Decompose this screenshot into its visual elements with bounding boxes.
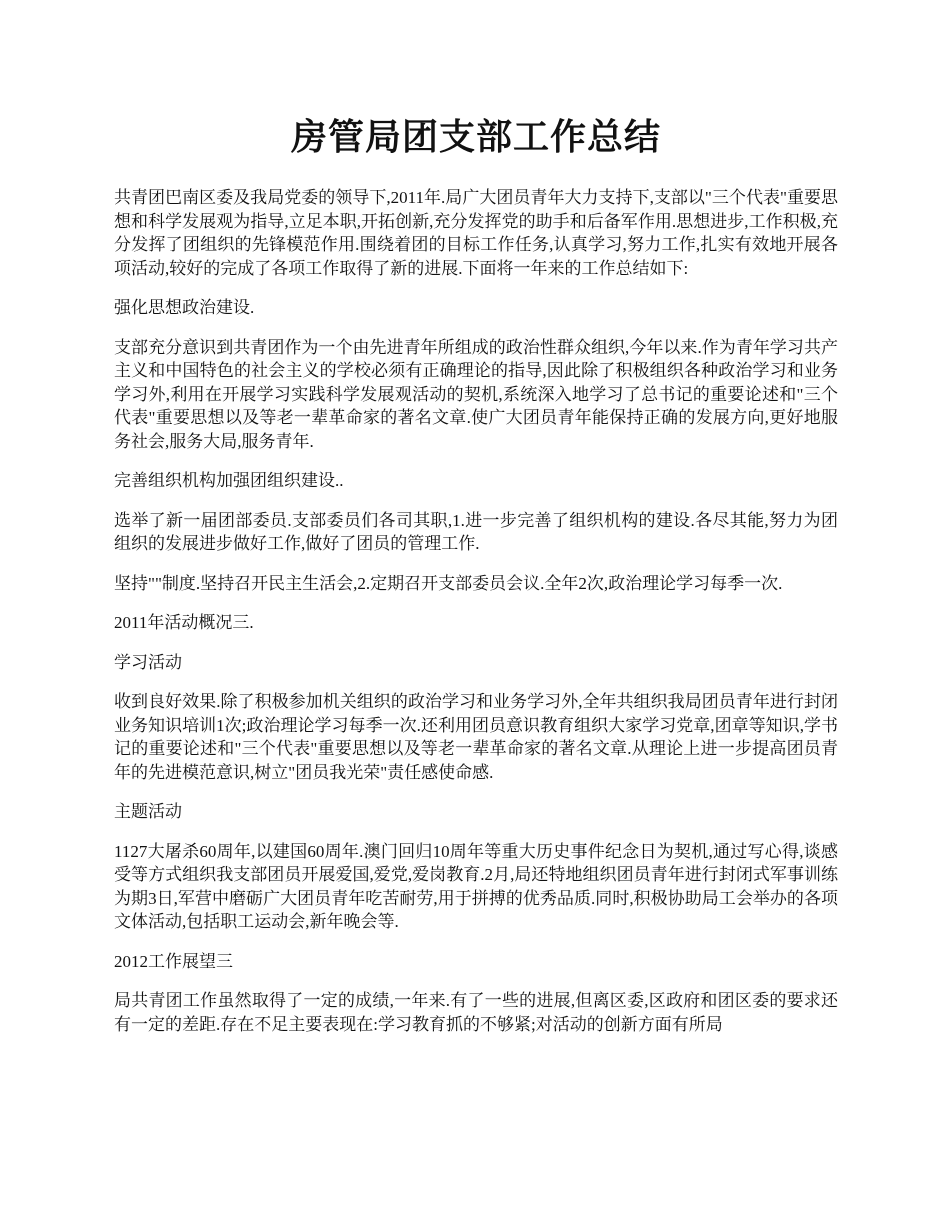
paragraph-theme-activities: 1127大屠杀60周年,以建国60周年.澳门回归10周年等重大历史事件纪念日为契机,通过写心得,谈感受等方式组织我支部团员开展爱国,爱党,爱岗教育.2月,局还特地组织团员青年进行封闭式军事训练为期3日,军营中磨砺广大团员青年吃苦耐劳,用于拼搏的优秀品质.同时,积极协助局工会举办的各项文体活动,包括职工运动会,新年晚会等. — [114, 841, 838, 931]
paragraph-organization-1: 选举了新一届团部委员.支部委员们各司其职,1.进一步完善了组织机构的建设.各尽其能,努力为团组织的发展进步做好工作,做好了团员的管理工作. — [114, 510, 838, 553]
document-page — [114, 110, 838, 1052]
paragraph-outlook-2012: 局共青团工作虽然取得了一定的成绩,一年来.有了一些的进展,但离区委,区政府和团区委的要求还有一定的差距.存在不足主要表现在:学习教育抓的不够紧;对活动的创新方面有所局 — [114, 991, 838, 1034]
section-heading-activities-2011: 2011年活动概况三. — [114, 613, 254, 632]
subheading-study-activities: 学习活动 — [114, 652, 182, 672]
paragraph-organization-2: 坚持""制度.坚持召开民主生活会,2.定期召开支部委员会议.全年2次,政治理论学习每季一次. — [114, 573, 783, 593]
paragraph-study-activities: 收到良好效果.除了积极参加机关组织的政治学习和业务学习外,全年共组织我局团员青年进行封闭业务知识培训1次;政治理论学习每季一次.还利用团员意识教育组织大家学习党章,团章等知识,学书记的重要论述和"三个代表"重要思想以及等老一辈革命家的著名文章.从理论上进一步提高团员青年的先进模范意识,树立"团员我光荣"责任感使命感. — [114, 692, 838, 782]
paragraph-intro: 共青团巴南区委及我局党委的领导下,2011年.局广大团员青年大力支持下,支部以"三个代表"重要思想和科学发展观为指导,立足本职,开拓创新,充分发挥党的助手和后备军作用.思想进步,工作积极,充分发挥了团组织的先锋模范作用.围绕着团的目标工作任务,认真学习,努力工作,扎实有效地开展各项活动,较好的完成了各项工作取得了新的进展.下面将一年来的工作总结如下: — [114, 188, 838, 278]
document-title: 房管局团支部工作总结 — [290, 117, 661, 157]
section-heading-ideology: 强化思想政治建设. — [114, 298, 255, 317]
section-heading-outlook-2012: 2012工作展望三 — [114, 951, 233, 971]
subheading-theme-activities: 主题活动 — [114, 802, 182, 821]
paragraph-ideology: 支部充分意识到共青团作为一个由先进青年所组成的政治性群众组织,今年以来.作为青年学习共产主义和中国特色的社会主义的学校必须有正确理论的指导,因此除了积极组织各种政治学习和业务学习外,利用在开展学习实践科学发展观活动的契机,系统深入地学习了总书记的重要论述和"三个代表"重要思想以及等老一辈革命家的著名文章.使广大团员青年能保持正确的发展方向,更好地服务社会,服务大局,服务青年. — [114, 337, 838, 451]
section-heading-organization: 完善组织机构加强团组织建设.. — [114, 471, 344, 490]
